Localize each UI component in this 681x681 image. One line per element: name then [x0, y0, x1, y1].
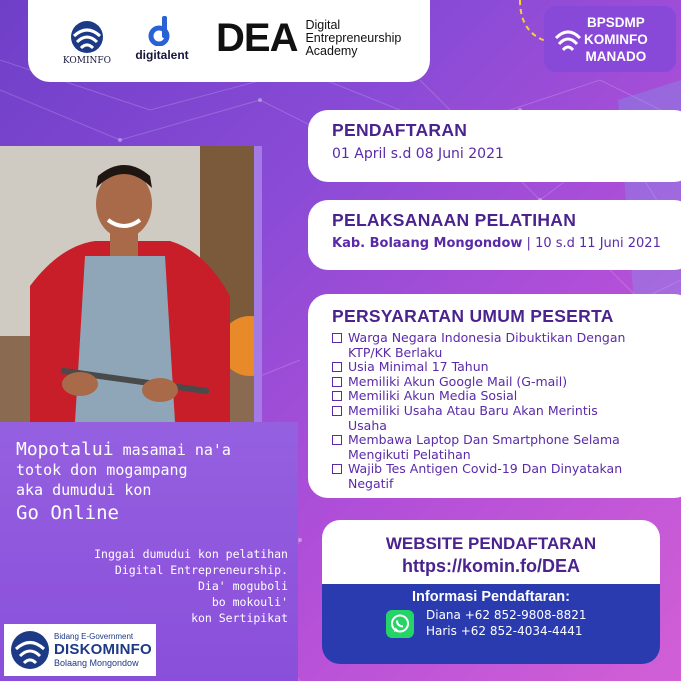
website-box	[322, 520, 660, 584]
requirements-title: PERSYARATAN UMUM PESERTA	[332, 306, 614, 326]
list-item-text: Warga Negara Indonesia Dibuktikan Dengan KTP/KK Berlaku	[348, 330, 626, 360]
list-item-text: Usia Minimal 17 Tahun	[348, 359, 489, 375]
diskominfo-division: Bidang E-Government	[54, 632, 134, 641]
subtext-line: Digital Entrepreneurship.	[114, 563, 288, 577]
subtext-line: kon Sertipikat	[191, 611, 288, 625]
digitalent-logo	[132, 16, 192, 62]
dea-subtitle-line: Entrepreneurship	[305, 30, 402, 45]
list-item-text: Memiliki Akun Google Mail (G-mail)	[348, 373, 568, 389]
diskominfo-emblem-icon	[10, 630, 50, 670]
diskominfo-name: DISKOMINFO	[54, 641, 152, 658]
badge-line: MANADO	[585, 48, 647, 64]
badge-line: BPSDMP	[586, 14, 645, 30]
contact-row-haris[interactable]: Haris +62 852-4034-4441	[426, 624, 583, 638]
digitalent-label: digitalent	[135, 48, 189, 62]
list-item-text: Membawa Laptop Dan Smartphone Selama Mengikuti Pelatihan	[348, 432, 620, 462]
dea-wordmark: DEA	[216, 16, 298, 60]
diskominfo-text	[54, 632, 152, 668]
badge-line: KOMINFO	[584, 31, 648, 47]
contact-title: Informasi Pendaftaran:	[412, 589, 570, 605]
list-item-text: Memiliki Akun Media Sosial	[348, 388, 518, 404]
tagline-line: totok don mogampang	[16, 461, 188, 479]
tagline-go-online: Go Online	[16, 502, 119, 524]
checkbox-icon	[332, 362, 342, 372]
registration-box	[308, 110, 681, 182]
list-item	[332, 404, 632, 433]
bpsdmp-badge	[544, 6, 676, 72]
list-item	[332, 433, 632, 462]
registration-dates: 01 April s.d 08 Juni 2021	[332, 146, 504, 162]
kominfo-label: KOMINFO	[62, 56, 112, 66]
list-item-text: Wajib Tes Antigen Covid-19 Dan Dinyatakan Negatif	[348, 461, 623, 491]
contact-rows	[426, 607, 586, 639]
tagline-highlight: Mopotalui	[16, 439, 114, 460]
checkbox-icon	[332, 391, 342, 401]
kominfo-logo	[62, 20, 112, 66]
checkbox-icon	[332, 377, 342, 387]
dea-subtitle	[305, 19, 401, 58]
checkbox-icon	[332, 435, 342, 445]
checkbox-icon	[332, 464, 342, 474]
list-item	[332, 462, 632, 491]
training-location: Kab. Bolaang Mongondow	[332, 236, 523, 251]
diskominfo-region: Bolaang Mongondow	[54, 658, 139, 668]
dea-logo	[216, 18, 401, 58]
participant-photo-illustration	[0, 146, 262, 422]
list-item-text: Memiliki Usaha Atau Baru Akan Merintis Usaha	[348, 402, 598, 433]
digitalent-icon	[148, 16, 176, 46]
kominfo-emblem-icon	[554, 26, 582, 52]
tagline	[16, 440, 298, 524]
subtext-line: bo mokouli'	[211, 595, 288, 609]
participant-photo	[0, 146, 262, 422]
training-details	[332, 236, 681, 251]
tagline-line	[16, 440, 298, 460]
training-dates: 10 s.d 11 Juni 2021	[535, 236, 661, 251]
requirements-box	[308, 294, 681, 498]
checkbox-icon	[332, 333, 342, 343]
website-url-link[interactable]: https://komin.fo/DEA	[402, 556, 580, 576]
dea-subtitle-line: Academy	[305, 43, 358, 58]
checkbox-icon	[332, 406, 342, 416]
diskominfo-logo-card	[4, 624, 156, 676]
dea-subtitle-line: Digital	[305, 17, 341, 32]
training-separator: |	[522, 236, 536, 251]
certificate-subtext	[18, 546, 288, 626]
training-title: PELAKSANAAN PELATIHAN	[332, 210, 577, 230]
tagline-line: aka dumudui kon	[16, 481, 152, 499]
contact-row-diana[interactable]: Diana +62 852-9808-8821	[426, 608, 587, 622]
requirements-list	[332, 331, 681, 492]
whatsapp-icon	[386, 610, 414, 638]
subtext-line: Dia' moguboli	[197, 579, 288, 593]
website-title: WEBSITE PENDAFTARAN	[385, 534, 597, 553]
subtext-line: Inggai dumudui kon pelatihan	[94, 547, 288, 561]
tagline-text: masamai na'a	[113, 441, 231, 459]
list-item	[332, 375, 632, 390]
bpsdmp-text	[584, 14, 648, 65]
list-item	[332, 389, 632, 404]
training-box	[308, 200, 681, 270]
kominfo-emblem-icon	[68, 20, 106, 54]
list-item	[332, 331, 632, 360]
contact-box	[322, 584, 660, 664]
header-logo-card	[28, 0, 430, 82]
list-item	[332, 360, 632, 375]
registration-title: PENDAFTARAN	[332, 120, 468, 140]
